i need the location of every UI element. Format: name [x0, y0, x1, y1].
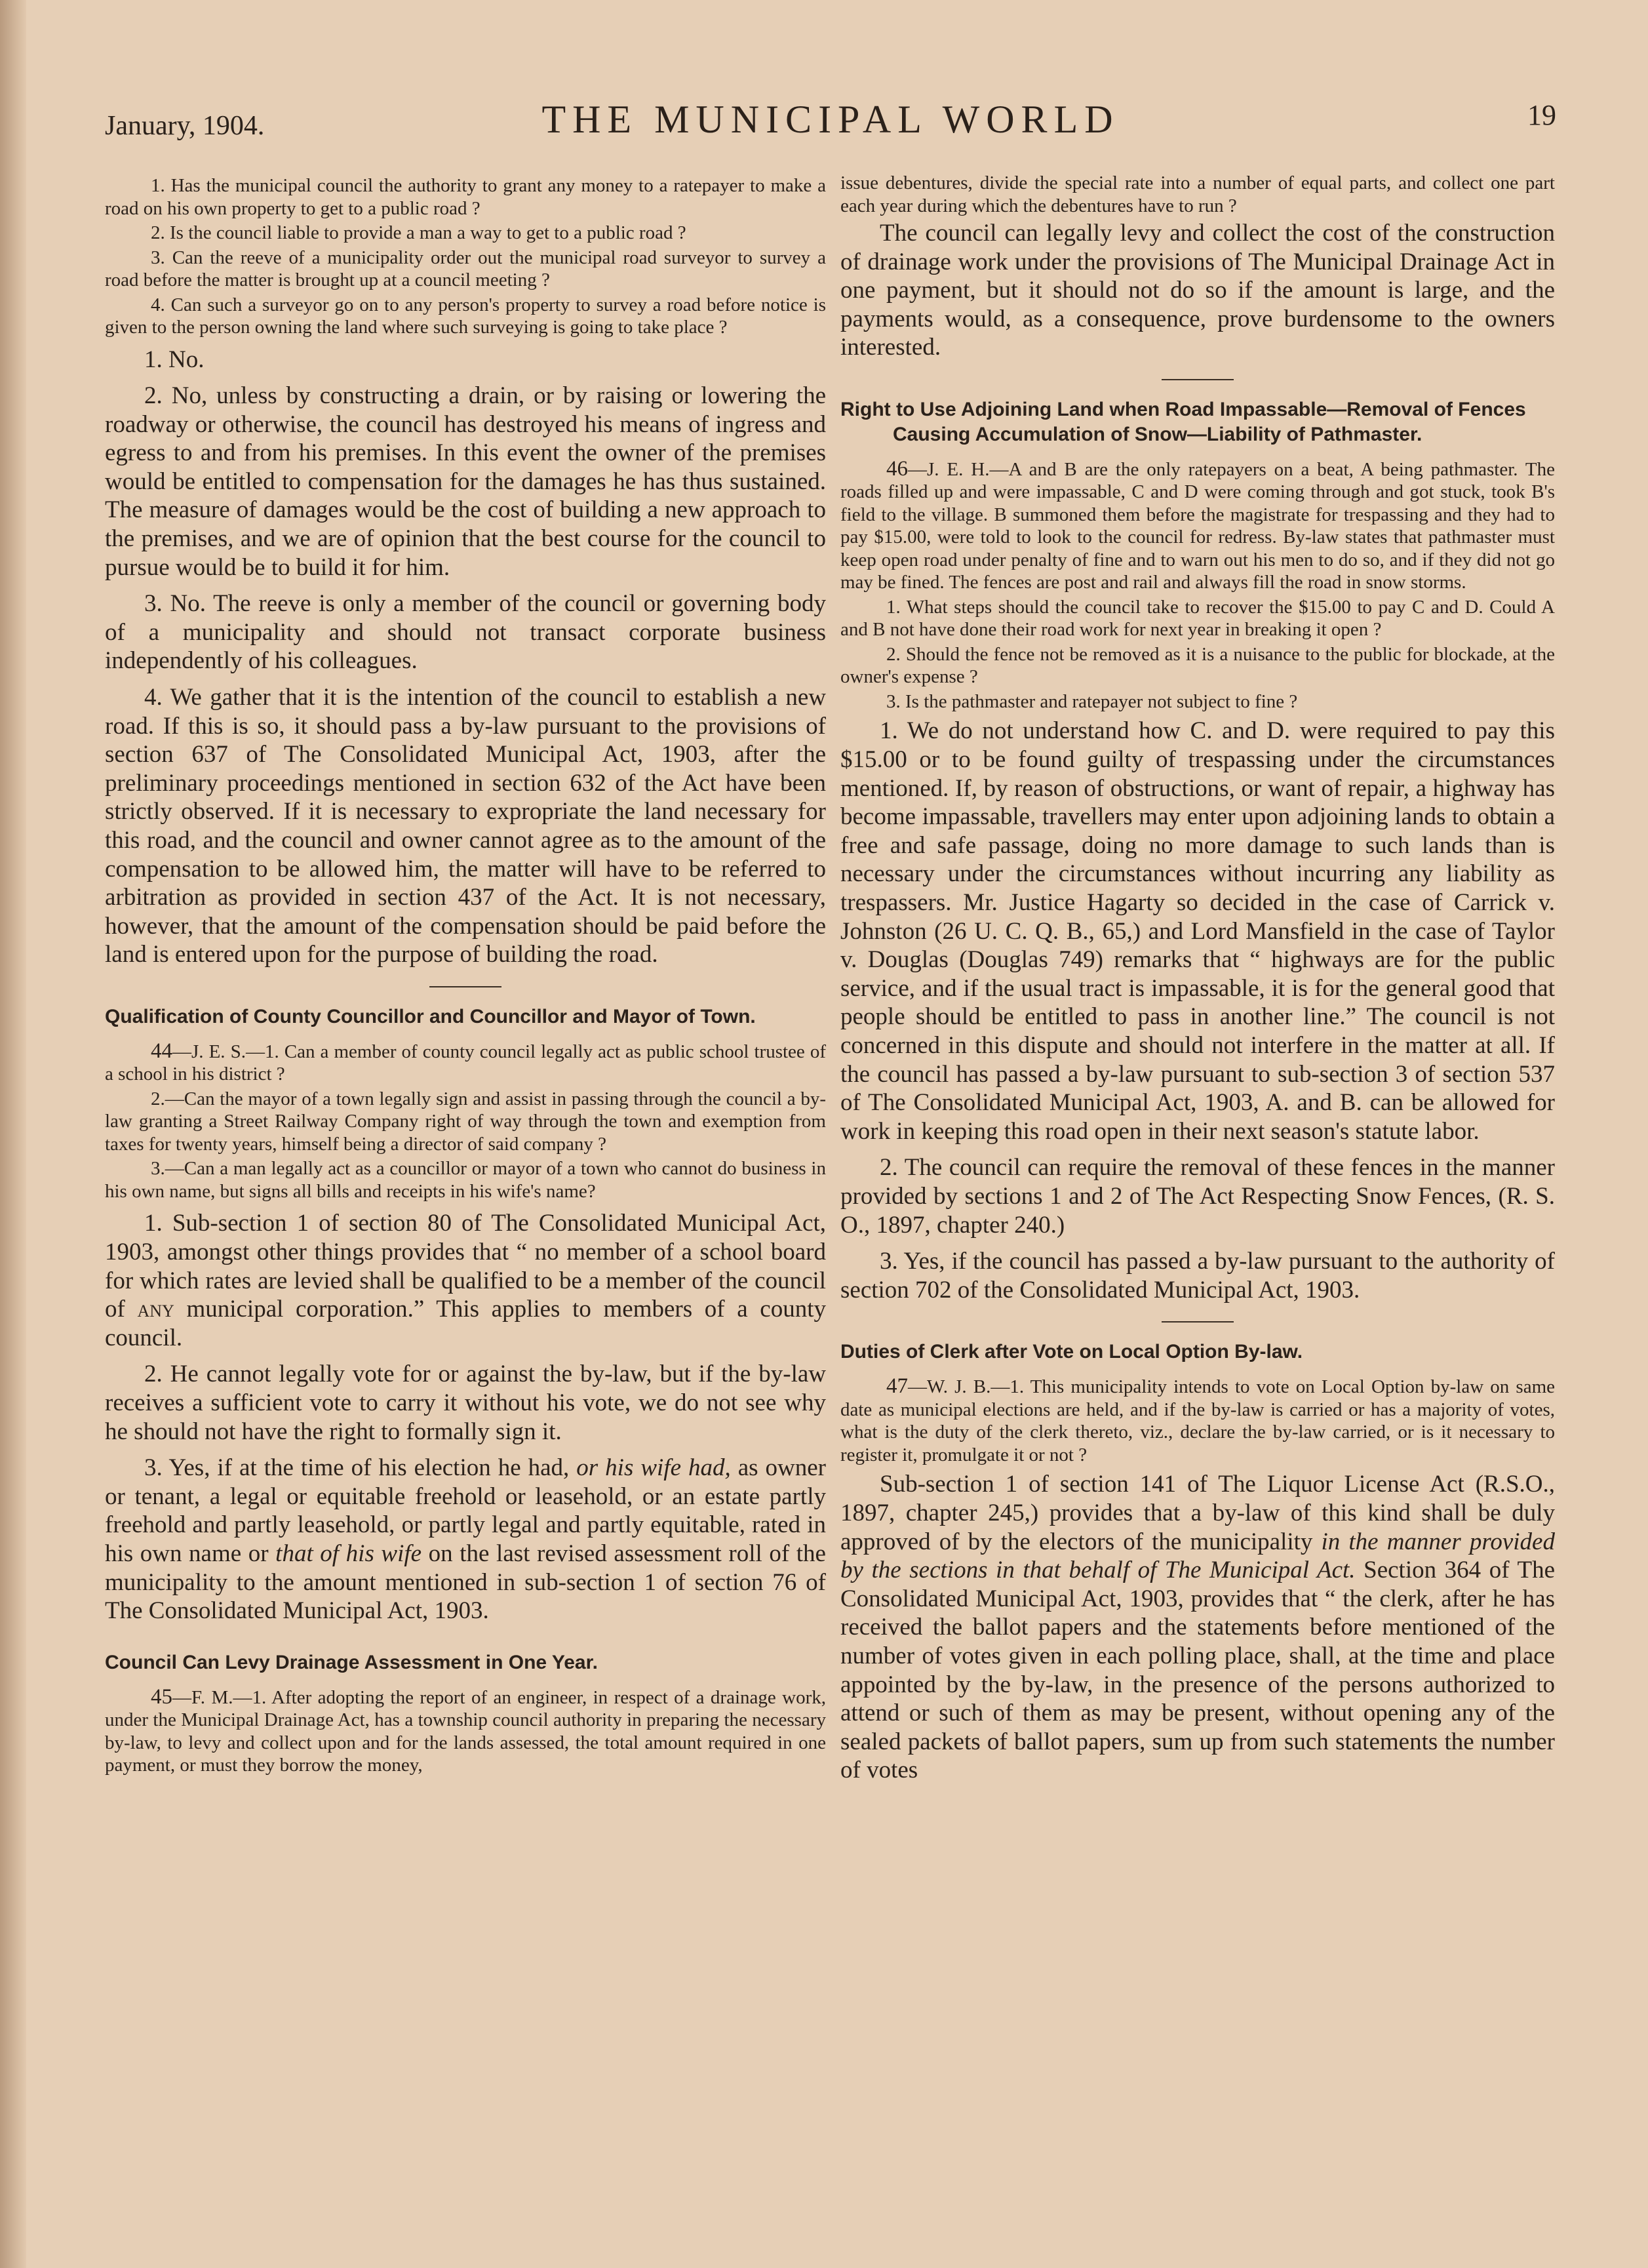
answer-2: 2. No, unless by constructing a drain, or by raising or lowering the roadway or otherwise, the council has destroyed his means of ingress and egress to and from his premises. In this event the owner of the premises would be entitled to compensation for the damages he has thus sustained. The measure of damages would be the cost of building a new approach to the premises, and we are of opinion that the best course for the council to pursue would be to build it for him. [105, 382, 826, 581]
section-45-answer-text: The council can legally levy and collect the cost of the construction of drainage work under the provisions of The Municipal Drainage Act in one payment, but it should not do so if the amount is large, and the payments would, as a consequence, prove burdensome to the owners interested. [840, 220, 1555, 361]
question-id: 45 [151, 1684, 172, 1709]
right-column [840, 172, 1555, 1785]
section-47-question-1: 47—W. J. B.—1. This municipality intends to vote on Local Option by-law on same date as municipal elections are held, and if the by-law is carried or has a majority of votes, what is the duty of the clerk thereto, viz., declare the by-law carried, or is it necessary to register it, promulgate it or not ? [840, 1374, 1555, 1465]
question-3: 3. Can the reeve of a municipality order out the municipal road surveyor to survey a road before the matter is brought up at a council meeting ? [105, 247, 826, 290]
intro-answers [105, 346, 826, 969]
section-44-question-3: 3.—Can a man legally act as a councillor or mayor of a town who cannot do business in his own name, but signs all bills and receipts in his wife's name? [105, 1158, 826, 1202]
section-44-answers [105, 1209, 826, 1625]
answer-1: 1. No. [144, 346, 205, 373]
section-47-question [840, 1375, 1555, 1466]
section-45-question-continued: issue debentures, divide the special rate into a number of equal parts, and collect one part each year during which the debentures have to run ? [840, 172, 1555, 216]
section-44-questions [105, 1040, 826, 1203]
section-44-question-2: 2.—Can the mayor of a town legally sign and assist in passing through the council a by-law granting a Street Railway Company right of way through the town and exemption from taxes for twenty years, himself being a director of said company ? [105, 1088, 826, 1155]
section-divider [1162, 379, 1234, 380]
section-46-answer-2: 2. The council can require the removal of these fences in the manner provided by sections 1 and 2 of The Act Respecting Snow Fences, (R. S. O., 1897, chapter 240.) [840, 1154, 1555, 1239]
intro-questions [105, 174, 826, 339]
section-47-answer [840, 1470, 1555, 1785]
section-46-question-2: 2. Should the fence not be removed as it is a nuisance to the public for blockade, at the owner's expense ? [840, 643, 1555, 688]
section-46-answer-1: 1. We do not understand how C. and D. were required to pay this $15.00 or to be found guilty of trespassing under the circumstances mentioned. If, by reason of obstructions, or want of repair, a highway has become impassable, travellers may enter upon adjoining lands to obtain a free and safe passage, doing no more damage to such lands than is necessary under the circumstances without incurring any liability as trespassers. Mr. Justice Hagarty so decided in the case of Carrick v. Johnston (26 U. C. Q. B., 65,) and Lord Mansfield in the case of Taylor v. Douglas (Douglas 749) remarks that “ highways are for the public service, and if the usual tract is impassable, it is for the general good that people should be entitled to pass in another line.” The council is not concerned in this dispute and should not interfere in the matter at all. If the council has passed a by-law pursuant to sub-section 3 of section 537 of The Consolidated Municipal Act, 1903, A. and B. can be allowed for work in keeping this road open in their next season's statute labor. [840, 717, 1555, 1145]
section-46-heading: Right to Use Adjoining Land when Road Impassable—Removal of Fences Causing Accumulation of Snow—Liability of Pathmaster. [840, 398, 1526, 445]
question-4: 4. Can such a surveyor go on to any person's property to survey a road before notice is given to the person owning the land where such surveying is going to take place ? [105, 294, 826, 338]
section-46-question-1: 1. What steps should the council take to recover the $15.00 to pay C and D. Could A and B not have done their road work for next year in breaking it open ? [840, 596, 1555, 641]
section-46-answer-3: 3. Yes, if the council has passed a by-law pursuant to the authority of section 702 of the Consolidated Municipal Act, 1903. [840, 1248, 1555, 1303]
question-id: 46 [886, 456, 908, 481]
section-45-question-1: 45—F. M.—1. After adopting the report of an engineer, in respect of a drainage work, under the Municipal Drainage Act, has a township council authority in preparing the necessary by-law, to levy and collect upon and for the lands assessed, the total amount required in one payment, or must they borrow the money, [105, 1684, 826, 1776]
section-47-answer-text: Sub-section 1 of section 141 of The Liquor License Act (R.S.O., 1897, chapter 245,) provides that a by-law of this kind shall be duly approved of by the electors of the municipality in the manner provided by the sections in that behalf of The Municipal Act. Section 364 of The Consolidated Municipal Act, 1903, provides that “ the clerk, after he has received the ballot papers and the statements before mentioned of the number of votes given in each polling place, shall, at the time and place appointed by the by-law, in the presence of the persons authorized to attend or such of them as may be present, without opening any of the sealed packets of ballot papers, sum up from such statements the number of votes [840, 1471, 1555, 1784]
publication-title: THE MUNICIPAL WORLD [541, 98, 1120, 141]
section-44-answer-2: 2. He cannot legally vote for or against the by-law, but if the by-law receives a sufficient vote to carry it without his vote, we do not see why he should not have the right to formally sign it. [105, 1361, 826, 1445]
section-44-answer-3: 3. Yes, if at the time of his election he had, or his wife had, as owner or tenant, a legal or equitable freehold or leasehold, or an estate partly freehold and partly leasehold, or partly legal and partly equitable, rated in his own name or that of his wife on the last revised assessment roll of the municipality to the amount mentioned in sub-section 1 of section 76 of The Consolidated Municipal Act, 1903. [105, 1454, 826, 1625]
section-47-heading: Duties of Clerk after Vote on Local Option By-law. [840, 1341, 1303, 1363]
section-45-heading: Council Can Levy Drainage Assessment in One Year. [105, 1651, 598, 1673]
section-46-intro: 46—J. E. H.—A and B are the only ratepayers on a beat, A being pathmaster. The roads filled up and were impassable, C and D were coming through and got stuck, took B's field to the village. B summoned them before the magistrate for trespassing and they had to pay $15.00, were told to look to the council for redress. By-law states that pathmaster must keep open road under penalty of fine and to warn out his men to do so, and if they did not go may be fined. The fences are post and rail and always fill the road in snow storms. [840, 456, 1555, 593]
section-44-question-1: 44—J. E. S.—1. Can a member of county council legally act as public school trustee of a school in his district ? [105, 1039, 826, 1085]
answer-3: 3. No. The reeve is only a member of the council or governing body of a municipality and should not transact corporate business independently of his colleagues. [105, 590, 826, 675]
section-46-questions [840, 458, 1555, 713]
section-46-question-3: 3. Is the pathmaster and ratepayer not subject to fine ? [886, 690, 1298, 712]
page-header [105, 90, 1556, 149]
section-44-answer-1: 1. Sub-section 1 of section 80 of The Consolidated Municipal Act, 1903, amongst other things provides that “ no member of a school board for which rates are levied shall be qualified to be a member of the council of any municipal corporation.” This applies to members of a county council. [105, 1210, 826, 1351]
question-1: 1. Has the municipal council the authority to grant any money to a ratepayer to make a road on his own property to get to a public road ? [105, 175, 826, 219]
section-45-question-cont [840, 172, 1555, 217]
issue-date: January, 1904. [105, 111, 265, 141]
question-2: 2. Is the council liable to provide a man a way to get to a public road ? [151, 222, 686, 243]
section-44-heading: Qualification of County Councillor and Councillor and Mayor of Town. [105, 1005, 756, 1027]
question-id: 44 [151, 1039, 172, 1063]
left-column [105, 172, 826, 1779]
page-number: 19 [1527, 99, 1556, 131]
section-divider [429, 986, 501, 987]
section-46-answers [840, 717, 1555, 1304]
section-45-answer [840, 219, 1555, 362]
section-divider [1162, 1321, 1234, 1323]
question-id: 47 [886, 1374, 908, 1399]
page-binding-shadow [0, 0, 26, 2268]
answer-4: 4. We gather that it is the intention of the council to establish a new road. If this is so, it should pass a by-law pursuant to the provisions of section 637 of The Consolidated Municipal Act, 1903, after the preliminary proceedings mentioned in section 632 of the Act have been strictly observed. If it is necessary to expropriate the land necessary for this road, and the council and owner cannot agree as to the amount of the compensation to be allowed him, the matter will have to be referred to arbitration as provided in section 437 of the Act. It is not necessary, however, that the amount of the compensation should be paid before the land is entered upon for the purpose of building the road. [105, 684, 826, 968]
section-45-question [105, 1686, 826, 1777]
